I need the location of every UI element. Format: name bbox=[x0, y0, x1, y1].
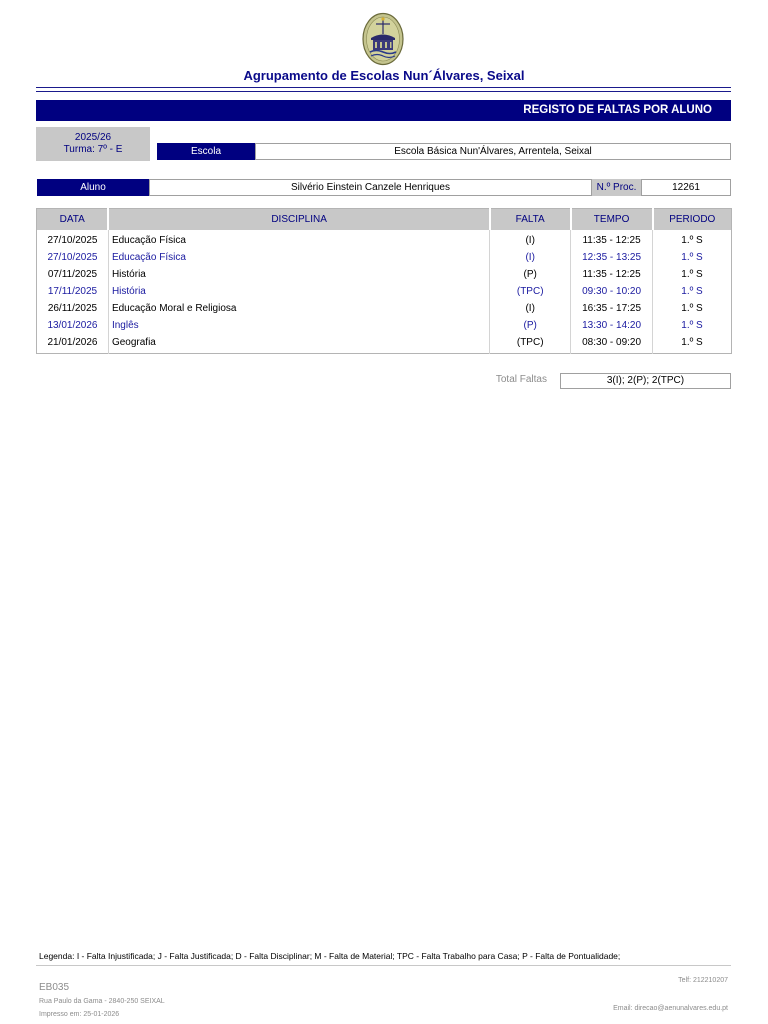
cell-tempo: 13:30 - 14:20 bbox=[571, 317, 653, 334]
table-row bbox=[37, 334, 732, 354]
cell-periodo: 1.º S bbox=[681, 303, 703, 314]
table-row bbox=[37, 283, 732, 300]
table-row bbox=[37, 266, 732, 283]
cell-disciplina: História bbox=[108, 283, 489, 300]
school-name: Agrupamento de Escolas Nun´Álvares, Seixal bbox=[243, 68, 525, 83]
column-header-data: DATA bbox=[37, 209, 109, 231]
footer-divider bbox=[36, 965, 731, 966]
cell-tempo: 12:35 - 13:25 bbox=[571, 249, 653, 266]
total-absences-label: Total Faltas bbox=[495, 374, 547, 385]
cell-falta: (I) bbox=[490, 249, 571, 266]
legend-text: Legenda: I - Falta Injustificada; J - Falta Justificada; D - Falta Disciplinar; M - Falta de Material; TPC - Falta Trabalho para Casa; P - Falta de Pontualidade; bbox=[39, 951, 621, 961]
cell-data: 26/11/2025 bbox=[37, 300, 109, 317]
cell-periodo: 1.º S bbox=[681, 286, 703, 297]
cell-tempo: 09:30 - 10:20 bbox=[571, 283, 653, 300]
cell-tempo: 11:35 - 12:25 bbox=[571, 266, 653, 283]
cell-disciplina: Educação Moral e Religiosa bbox=[108, 300, 489, 317]
report-title: REGISTO DE FALTAS POR ALUNO bbox=[36, 100, 731, 121]
proc-number: 12261 bbox=[641, 179, 731, 196]
student-label: Aluno bbox=[37, 179, 149, 196]
school-crest-logo bbox=[362, 12, 404, 66]
footer-address: Rua Paulo da Gama - 2840-250 SEIXAL bbox=[39, 998, 165, 1005]
header-divider-bottom bbox=[36, 91, 731, 92]
table-row bbox=[37, 230, 732, 249]
cell-falta: (I) bbox=[490, 300, 571, 317]
cell-data: 27/10/2025 bbox=[37, 230, 109, 249]
cell-disciplina: Educação Física bbox=[108, 230, 489, 249]
cell-periodo: 1.º S bbox=[681, 235, 703, 246]
column-header-periodo: PERIODO bbox=[653, 209, 732, 231]
cell-falta: (P) bbox=[490, 266, 571, 283]
cell-disciplina: Educação Física bbox=[108, 249, 489, 266]
table-header-row bbox=[37, 209, 732, 231]
cell-data: 17/11/2025 bbox=[37, 283, 109, 300]
cell-data: 27/10/2025 bbox=[37, 249, 109, 266]
school-year: 2025/26 bbox=[74, 132, 112, 143]
table-row bbox=[37, 300, 732, 317]
cell-falta: (TPC) bbox=[490, 283, 571, 300]
column-header-falta: FALTA bbox=[490, 209, 571, 231]
cell-data: 21/01/2026 bbox=[37, 334, 109, 354]
cell-disciplina: Inglês bbox=[108, 317, 489, 334]
cell-periodo: 1.º S bbox=[681, 269, 703, 280]
cell-tempo: 16:35 - 17:25 bbox=[571, 300, 653, 317]
cell-tempo: 08:30 - 09:20 bbox=[571, 334, 653, 354]
cell-disciplina: História bbox=[108, 266, 489, 283]
cell-periodo: 1.º S bbox=[681, 320, 703, 331]
column-header-disciplina: DISCIPLINA bbox=[108, 209, 489, 231]
cell-disciplina: Geografia bbox=[108, 334, 489, 354]
footer-phone: Telf: 212210207 bbox=[678, 977, 728, 984]
student-name: Silvério Einstein Canzele Henriques bbox=[149, 179, 592, 196]
cell-tempo: 11:35 - 12:25 bbox=[571, 230, 653, 249]
header-divider-top bbox=[36, 87, 731, 88]
total-absences-value: 3(I); 2(P); 2(TPC) bbox=[560, 373, 731, 389]
cell-periodo: 1.º S bbox=[681, 337, 703, 348]
footer-email: Email: direcao@aenunalvares.edu.pt bbox=[613, 1005, 728, 1012]
table-row bbox=[37, 249, 732, 266]
school-value: Escola Básica Nun'Álvares, Arrentela, Seixal bbox=[255, 143, 731, 160]
cell-periodo: 1.º S bbox=[681, 252, 703, 263]
cell-data: 07/11/2025 bbox=[37, 266, 109, 283]
cell-falta: (P) bbox=[490, 317, 571, 334]
class-turma: Turma: 7º - E bbox=[63, 144, 123, 155]
proc-label: N.º Proc. bbox=[592, 179, 641, 196]
footer-printed-date: Impresso em: 25-01-2026 bbox=[39, 1011, 120, 1018]
cell-falta: (I) bbox=[490, 230, 571, 249]
cell-falta: (TPC) bbox=[490, 334, 571, 354]
footer-code: EB035 bbox=[39, 982, 70, 993]
column-header-tempo: TEMPO bbox=[571, 209, 653, 231]
school-label: Escola bbox=[157, 143, 255, 160]
class-info-box bbox=[36, 127, 150, 161]
table-row bbox=[37, 317, 732, 334]
cell-data: 13/01/2026 bbox=[37, 317, 109, 334]
absences-table bbox=[36, 208, 732, 354]
